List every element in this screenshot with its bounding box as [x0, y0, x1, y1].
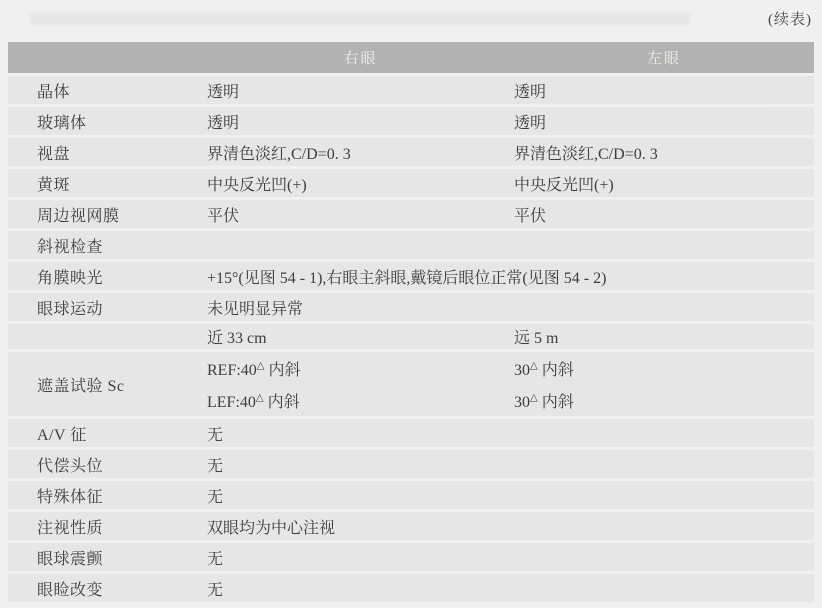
left-eye-value: 远 5 m [514, 330, 559, 347]
left-eye-value: 30△ 内斜 [514, 360, 574, 379]
prism-diopter-symbol: △ [530, 360, 538, 372]
table-row-lens [8, 76, 814, 104]
bleedthrough-artifact [30, 12, 690, 25]
row-label: 特殊体征 [37, 488, 104, 506]
column-header-right-eye: 右眼 [343, 51, 378, 67]
table-row-special-signs [8, 481, 814, 509]
row-label: 眼球震颤 [37, 550, 104, 568]
right-eye-value: 双眼均为中心注视 [207, 519, 336, 537]
right-eye-value: 未见明显异常 [207, 300, 304, 318]
table-body [8, 76, 814, 605]
spanned-value: +15°(见图 54 - 1),右眼主斜眼,戴镜后眼位正常(见图 54 - 2) [207, 269, 607, 287]
row-label: 晶体 [37, 83, 71, 101]
row-label: 视盘 [37, 145, 71, 163]
right-eye-value: 近 33 cm [207, 330, 267, 347]
right-eye-value: 透明 [207, 114, 240, 132]
cover-test-ref-row [207, 352, 814, 384]
table-row-macula [8, 169, 814, 197]
left-eye-value: 透明 [514, 83, 547, 101]
right-eye-value: 界清色淡红,C/D=0. 3 [207, 145, 351, 163]
table-row-distance-header [8, 324, 814, 349]
table-row-head-posture [8, 450, 814, 478]
right-eye-value: 无 [207, 488, 224, 506]
left-eye-value: 中央反光凹(+) [514, 176, 614, 194]
left-eye-value: 界清色淡红,C/D=0. 3 [514, 145, 658, 163]
cover-test-subrows [207, 352, 814, 416]
row-label: 玻璃体 [37, 114, 87, 132]
table-row-optic-disc [8, 138, 814, 166]
left-eye-value: 平伏 [514, 207, 547, 225]
table-row-peripheral-retina [8, 200, 814, 228]
continued-table-label: (续表) [768, 12, 812, 28]
row-label: 斜视检查 [37, 238, 104, 256]
right-eye-value: 无 [207, 550, 224, 568]
table-row-vitreous [8, 107, 814, 135]
prism-diopter-symbol: △ [256, 360, 265, 372]
right-eye-value: 无 [207, 457, 224, 475]
row-label: 周边视网膜 [37, 207, 120, 225]
right-eye-value: 平伏 [207, 207, 240, 225]
table-row-fixation [8, 512, 814, 540]
table-row-eyelid-changes [8, 574, 814, 602]
right-eye-value: 中央反光凹(+) [207, 176, 307, 194]
left-eye-value: 30△ 内斜 [514, 392, 574, 411]
row-label: 遮盖试验 Sc [37, 377, 125, 395]
row-label: 角膜映光 [37, 269, 104, 287]
table-row-av-sign [8, 419, 814, 447]
prism-diopter-symbol: △ [530, 392, 538, 404]
right-eye-value: REF:40△ 内斜 [207, 360, 301, 379]
column-header-left-eye: 左眼 [646, 51, 681, 67]
row-label: 眼球运动 [37, 300, 104, 318]
row-label: 代偿头位 [37, 457, 104, 475]
cover-test-lef-row [207, 384, 814, 416]
right-eye-value: LEF:40△ 内斜 [207, 392, 300, 411]
table-row-corneal-reflex [8, 262, 814, 290]
left-eye-value: 透明 [514, 114, 547, 132]
table-header-bar [8, 42, 814, 73]
right-eye-value: 无 [207, 426, 224, 444]
right-eye-value: 无 [207, 581, 224, 599]
prism-diopter-symbol: △ [255, 392, 264, 404]
table-row-nystagmus [8, 543, 814, 571]
row-label: 眼睑改变 [37, 581, 104, 599]
table-row-strabismus-exam [8, 231, 814, 259]
table-row-eye-movement [8, 293, 814, 321]
table-row-cover-test [8, 352, 814, 416]
right-eye-value: 透明 [207, 83, 240, 101]
row-label: 黄斑 [37, 176, 71, 194]
row-label: 注视性质 [37, 519, 104, 537]
row-label: A/V 征 [37, 426, 87, 444]
